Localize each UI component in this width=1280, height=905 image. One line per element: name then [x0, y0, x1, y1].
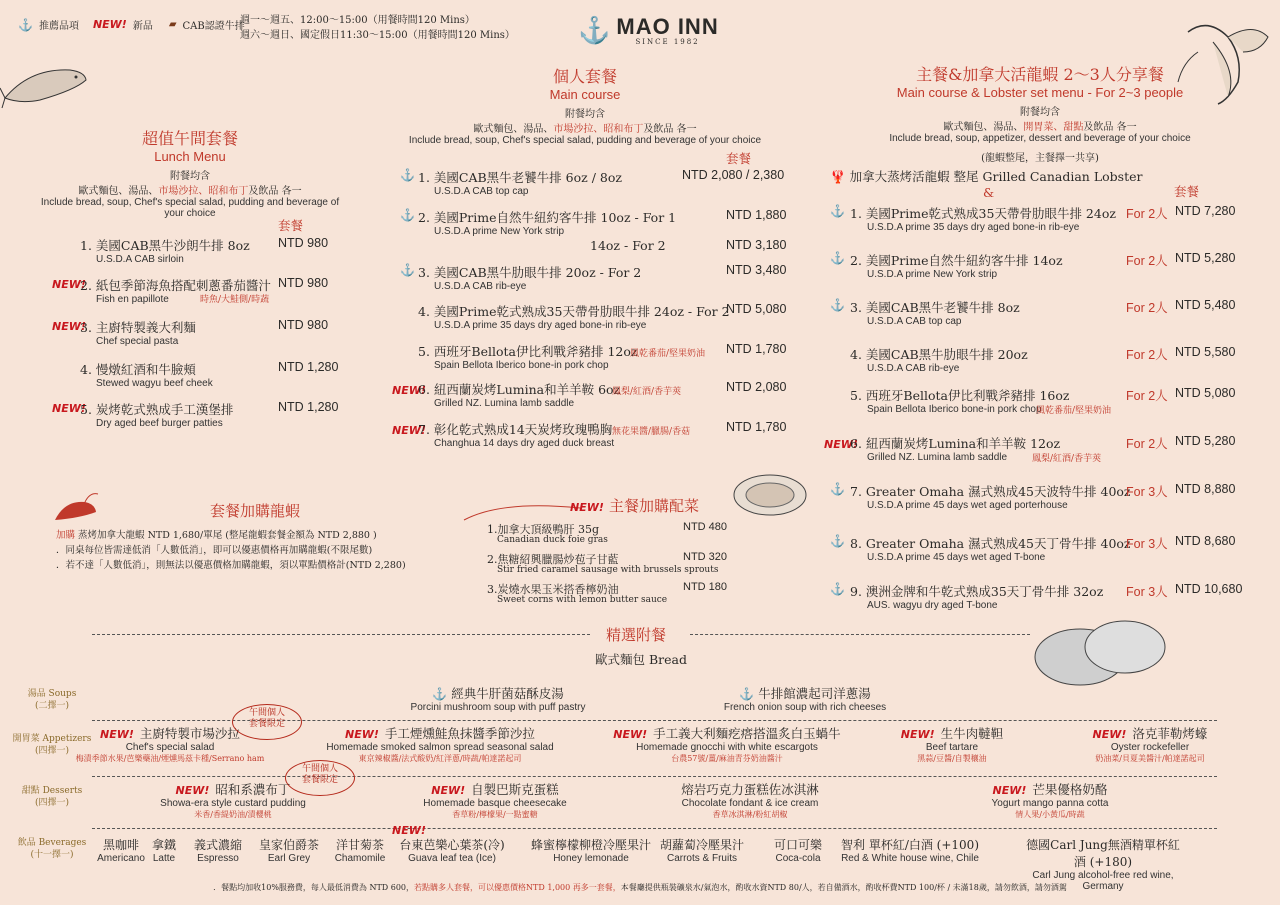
menu-item-for: For 3人 [1126, 585, 1168, 599]
beverage-name: 蜂蜜檸檬柳橙冷壓果汁 [530, 838, 651, 852]
side-addon-title: 主餐加購配菜 [608, 497, 699, 515]
menu-item-price: NTD 5,580 [1175, 345, 1236, 359]
menu-item-name: 1. 美國CAB黑牛沙朗牛排 8oz [80, 238, 250, 253]
appetizers-item-note: 黑蒜/豆醬/自製穰油 [917, 754, 987, 763]
menu-item-name: 7. Greater Omaha 濕式熟成45天波特牛排 40oz [850, 484, 1131, 499]
menu-item-price: NTD 1,280 [278, 360, 339, 374]
new-badge: NEW! [613, 728, 648, 741]
menu-item-name: 2. 美國Prime自然牛紐約客牛排 10oz - For 1 [418, 210, 677, 225]
hours-weekday: 週一～週五、12:00～15:00（用餐時間120 Mins） [240, 15, 475, 26]
menu-item-en: U.S.D.A CAB top cap [434, 186, 529, 197]
appetizers-item-en: Homemade smoked salmon spread seasonal salad [326, 742, 554, 753]
lobster-addon-title: 套餐加購龍蝦 [210, 502, 301, 520]
lunch-limited-stamp-dessert [285, 760, 355, 796]
desserts-label-text: 甜點 Desserts [21, 786, 83, 796]
side-item-en: Sweet corns with lemon butter sauce [497, 595, 668, 605]
appetizers-item-en: Homemade gnocchi with white escargots [636, 742, 818, 753]
bread-line: 歐式麵包 Bread [595, 652, 687, 667]
recommended-anchor-icon: ⚓ [400, 208, 415, 222]
new-badge: NEW! [992, 784, 1027, 797]
soups-label [12, 688, 92, 712]
fish-illustration [0, 58, 90, 113]
beverage-name: 可口可樂 [773, 838, 822, 852]
beverage-name: 義式濃縮 [193, 838, 242, 852]
sharing-includes-c: 及飲品 各一 [1083, 122, 1137, 133]
new-badge: NEW! [824, 438, 858, 451]
side-new-badge: NEW! [570, 501, 604, 514]
personal-includes-label: 附餐均含 [565, 109, 605, 120]
new-badge: NEW! [52, 320, 86, 333]
desserts-pick: (四擇一) [34, 798, 70, 808]
appetizers-item-name: 生牛肉韃靼 [940, 726, 1004, 741]
menu-item-price: NTD 7,280 [1175, 204, 1236, 218]
footer-a: ．餐點均加收10%服務費，每人最低消費為 NTD 600， [213, 883, 415, 892]
appetizers-item-note: 梅漬季節水果/芭樂藥油/煙燻馬茲卡種/Serrano ham [75, 754, 265, 763]
menu-item-price: NTD 1,280 [278, 400, 339, 414]
beverages-label-text: 飲品 Beverages [17, 838, 87, 848]
brand-since: SINCE 1982 [635, 38, 700, 46]
recommended-anchor-icon: ⚓ [830, 482, 845, 496]
menu-item-price: NTD 2,080 / 2,380 [682, 168, 785, 182]
sharing-includes-en: Include bread, soup, appetizer, dessert and beverage of your choice [889, 133, 1191, 144]
appetizers-item-note: 奶油菜/貝夏美醬汁/帕達諾起司 [1095, 754, 1205, 763]
desserts-item-note: 香草粉/檸檬果/一點蜜糖 [452, 810, 538, 819]
row-divider-3 [92, 828, 1217, 829]
menu-item-en: Spain Bellota Iberico bone-in pork chop [867, 404, 1042, 415]
desserts-item-en: Chocolate fondant & ice cream [681, 798, 819, 809]
soups-item [675, 684, 935, 713]
beverage-name: 皇家伯爵茶 [258, 838, 319, 852]
menu-item-for: For 2人 [1126, 389, 1168, 403]
menu-item-price: NTD 1,780 [726, 342, 787, 356]
recommended-anchor-icon: ⚓ [830, 298, 845, 312]
sharing-includes-label: 附餐均含 [1020, 107, 1060, 118]
menu-item-name: 4. 慢燉紅酒和牛臉頰 [80, 362, 196, 377]
menu-item-name: 5. 西班牙Bellota伊比利戰斧豬排 16oz [850, 388, 1070, 403]
clam-illustration [1030, 612, 1170, 692]
appetizers-item-line [1020, 724, 1280, 742]
menu-item-price: NTD 1,880 [726, 208, 787, 222]
menu-item-price: NTD 1,780 [726, 420, 787, 434]
beverage-en: Espresso [197, 853, 239, 864]
menu-item-note: 無花果醬/臘腸/香菇 [612, 427, 691, 437]
menu-item-name: 4. 美國CAB黑牛肋眼牛排 20oz [850, 347, 1028, 362]
soups-item-en: Porcini mushroom soup with puff pastry [410, 702, 586, 713]
menu-item-name: 9. 澳洲金牌和牛乾式熟成35天丁骨牛排 32oz [850, 584, 1104, 599]
menu-item-price: NTD 5,280 [1175, 251, 1236, 265]
lunch-includes-a: 歐式麵包、湯品、 [78, 186, 159, 197]
personal-title-en: Main course [549, 87, 621, 102]
beverage-name: 拿鐵 [151, 838, 176, 852]
new-badge: NEW! [1092, 728, 1127, 741]
new-badge: NEW! [345, 728, 379, 741]
sharing-set-label: 套餐 [1174, 184, 1200, 199]
menu-item-name: 1. 美國Prime乾式熟成35天帶骨肋眼牛排 24oz [850, 206, 1116, 221]
beverage-name: 台東芭樂心葉茶(冷) [399, 838, 505, 852]
sharing-includes-a: 歐式麵包、湯品、 [943, 122, 1024, 133]
menu-item-en: U.S.D.A CAB rib-eye [434, 281, 527, 292]
footer-c: 本餐廳提供瓶裝礦泉水/氣泡水，酌收水資NTD 80/人，若自備酒水，酌收杯費NTD 100/杯 / 未滿18歲，請勿飲酒，請勿酒駕 [620, 883, 1067, 892]
menu-item-en: Dry aged beef burger patties [96, 418, 223, 429]
footer-note [0, 882, 1280, 893]
side-item-price: NTD 320 [683, 551, 728, 563]
desserts-item-line [365, 780, 625, 798]
new-badge: NEW! [431, 784, 466, 797]
menu-item-name: 4. 美國Prime乾式熟成35天帶骨肋眼牛排 24oz - For 2 [418, 304, 730, 319]
menu-item-en: Grilled NZ. Lumina lamb saddle [867, 452, 1008, 463]
appetizers-item-name: 手工煙燻鮭魚抹醬季節沙拉 [384, 726, 535, 741]
new-badge: NEW! [392, 384, 426, 397]
menu-item-name: 1. 美國CAB黑牛老饕牛排 6oz / 8oz [418, 170, 622, 185]
lunch-includes-b: 市場沙拉、昭和布丁 [158, 186, 249, 197]
recommended-anchor-icon: ⚓ [830, 251, 845, 265]
lobster-addon-line1 [56, 528, 406, 543]
appetizers-item-name: 手工義大利麵疙瘩搭溫炙白玉蝸牛 [653, 726, 841, 741]
legend-recommended: 推薦品項 [38, 21, 79, 32]
new-badge: NEW! [392, 824, 426, 837]
soups-pick: (二擇一) [34, 701, 70, 711]
lunch-title-en: Lunch Menu [154, 149, 226, 164]
menu-item-for: For 3人 [1126, 537, 1168, 551]
side-item-name: 2.焦糖紹興臘腸炒苞子甘藍 [487, 553, 619, 566]
menu-item-en: Fish en papillote [96, 294, 169, 305]
side-item-name: 1.加拿大頂級鴨肝 35g [487, 523, 600, 536]
beverage-name: 智利 單杯紅/白酒 (+100) [841, 838, 979, 852]
legend [18, 17, 245, 32]
sharing-lobster-note: (龍蝦整尾，主餐擇一共享) [981, 153, 1099, 164]
beverage-en: Guava leaf tea (Ice) [408, 853, 496, 864]
hours-weekend: 週六～週日、國定假日11:30～15:00（用餐時間120 Mins） [240, 30, 515, 41]
new-badge: NEW! [52, 402, 86, 415]
menu-item-for: For 2人 [1126, 437, 1168, 451]
menu-item-name: 8. Greater Omaha 濕式熟成45天丁骨牛排 40oz [850, 536, 1131, 551]
small-lobster-icon [50, 490, 100, 526]
side-item-name: 3.炭燒水果玉米搭香檸奶油 [487, 583, 619, 596]
personal-includes-b: 市場沙拉、昭和布丁 [553, 124, 644, 135]
soups-item-line [675, 684, 935, 702]
lobster-addon-line2: ．同桌每位皆需達低消「人數低消」，即可以優惠價格再加購龍蝦(不限尾數) [56, 545, 373, 556]
menu-item-for: For 2人 [1126, 301, 1168, 315]
menu-item-name: 5. 西班牙Bellota伊比利戰斧豬排 12oz [418, 344, 638, 359]
lunch-includes-en: Include bread, soup, Chef's special salad, pudding and beverage of your choice [40, 197, 340, 219]
recommended-anchor-icon: ⚓ [400, 263, 415, 277]
menu-item-for: For 2人 [1126, 254, 1168, 268]
beverage-item [830, 836, 990, 864]
desserts-item [620, 780, 880, 820]
menu-item-en: U.S.D.A prime 35 days dry aged bone-in rib-eye [434, 320, 647, 331]
menu-item-name: 2. 美國Prime自然牛紐約客牛排 14oz [850, 253, 1063, 268]
menu-item-price: NTD 980 [278, 236, 329, 250]
menu-item-en: U.S.D.A prime New York strip [867, 269, 998, 280]
menu-item-note: 鳳梨/紅酒/香芋莢 [612, 387, 682, 397]
footer-b: 若點購多人套餐，可以優惠價格NTD 1,000 再多一套餐， [414, 883, 621, 892]
menu-item-en: Grilled NZ. Lumina lamb saddle [434, 398, 575, 409]
stamp-a-line2: 套餐限定 [248, 719, 285, 729]
beverages-pick: (十一擇一) [30, 850, 74, 860]
desserts-item-name: 熔岩巧克力蛋糕佐冰淇淋 [681, 782, 819, 797]
lunch-title: 超值午間套餐 [141, 129, 238, 148]
recommended-anchor-icon: ⚓ [739, 687, 755, 701]
anchor-icon: ⚓ [18, 17, 33, 32]
menu-item-name: 5. 炭烤乾式熟成手工漢堡排 [80, 402, 234, 417]
row-divider-2 [92, 776, 1217, 777]
oyster-illustration [730, 470, 810, 520]
desserts-item-note: 情人果/小黃瓜/時蔬 [1015, 810, 1085, 819]
personal-includes-c: 及飲品 各一 [643, 124, 697, 135]
menu-item-en: Stewed wagyu beef cheek [96, 378, 213, 389]
legend-cab: CAB認證牛排 [182, 21, 245, 32]
side-item-en: Stir fried caramel sausage with brussels sprouts [497, 565, 719, 575]
desserts-label [12, 785, 92, 809]
new-badge: NEW! [900, 728, 935, 741]
personal-title: 個人套餐 [552, 67, 617, 86]
side-item-price: NTD 180 [683, 581, 728, 593]
desserts-item-line [620, 780, 880, 798]
new-badge: NEW! [92, 18, 127, 31]
divider-right [690, 634, 1030, 635]
desserts-item-en: Yogurt mango panna cotta [991, 798, 1109, 809]
lunch-includes-c: 及飲品 各一 [248, 186, 302, 197]
menu-item-name: 6. 紐西蘭炭烤Lumina和羊羊鞍 12oz [850, 436, 1061, 451]
desserts-item-note: 香草冰淇淋/粉紅胡椒 [712, 810, 788, 819]
sharing-lobster-text: 加拿大蒸烤活龍蝦 整尾 Grilled Canadian Lobster [849, 169, 1143, 184]
logo-anchor-icon: ⚓ [578, 16, 611, 46]
soups-item-en: French onion soup with rich cheeses [723, 702, 887, 713]
personal-includes-en: Include bread, soup, Chef's special salad, pudding and beverage of your choice [408, 135, 762, 146]
menu-item-note: 風乾番茄/堅果奶油 [630, 349, 706, 359]
menu-item-en: Spain Bellota Iberico bone-in pork chop [434, 360, 609, 371]
brand-name: MAO INN [616, 14, 719, 39]
desserts-item-en: Showa-era style custard pudding [160, 798, 306, 809]
desserts-item-name: 芒果優格奶酪 [1032, 782, 1108, 797]
desserts-item [365, 780, 625, 820]
menu-item-en: U.S.D.A CAB rib-eye [867, 363, 960, 374]
appetizers-item-line [597, 724, 857, 742]
lobster-addon [56, 528, 406, 573]
sharing-title-en: Main course & Lobster set menu - For 2~3 people [896, 85, 1184, 100]
sharing-title: 主餐&加拿大活龍蝦 2～3人分享餐 [916, 65, 1164, 84]
stamp-b-line2: 套餐限定 [301, 775, 338, 785]
menu-item-name: 2. 紙包季節海魚搭配刺蔥番茄醬汁 [80, 278, 271, 293]
appetizers-label-text: 開胃菜 Appetizers [12, 734, 92, 744]
personal-set-label: 套餐 [726, 151, 752, 166]
appetizers-item-en: Beef tartare [925, 742, 979, 753]
beverage-name: 德國Carl Jung無酒精單杯紅酒 (+180) [1026, 838, 1180, 869]
beverage-en: Coca-cola [775, 853, 821, 864]
beverage-name: 胡蘿蔔冷壓果汁 [659, 838, 744, 852]
stamp-a-line1: 午間個人 [248, 708, 285, 718]
appetizers-item [310, 724, 570, 764]
new-badge: NEW! [392, 424, 426, 437]
sharing-section [880, 62, 1200, 164]
beverage-en: Americano [97, 853, 145, 864]
menu-item-en: U.S.D.A CAB top cap [867, 316, 962, 327]
soups-item-name: 牛排館濃起司洋蔥湯 [758, 686, 871, 701]
soups-item [368, 684, 628, 713]
menu-item-name: 7. 彰化乾式熟成14天炭烤玫瑰鴨胸 [418, 422, 613, 437]
menu-item-en: Changhua 14 days dry aged duck breast [434, 438, 615, 449]
menu-item-price: NTD 3,480 [726, 263, 787, 277]
personal-includes [405, 120, 765, 135]
menu-item-en: U.S.D.A prime 45 days wet aged porterhouse [867, 500, 1068, 511]
beverage-en: Carrots & Fruits [666, 853, 737, 864]
menu-item-en: AUS. wagyu dry aged T-bone [867, 600, 998, 611]
beverage-name: 黑咖啡 [102, 838, 139, 852]
recommended-anchor-icon: ⚓ [830, 582, 845, 596]
menu-item-price: NTD 2,080 [726, 380, 787, 394]
lobster-addon-line3: ．若不達「人數低消」，則無法以優惠價格加購龍蝦，須以單點價格計(NTD 2,280) [56, 560, 406, 571]
menu-item-note: 時魚/大鮭側/時蔬 [200, 295, 270, 305]
sharing-amp: & [983, 185, 995, 200]
lobster-addon-plus: 加購 [56, 530, 76, 541]
menu-item-en: U.S.D.A prime New York strip [434, 226, 565, 237]
menu-item-price: NTD 5,280 [1175, 434, 1236, 448]
menu-item-name: 6. 紐西蘭炭烤Lumina和羊羊鞍 6oz [418, 382, 621, 397]
desserts-item-name: 自製巴斯克蛋糕 [471, 782, 559, 797]
menu-item-name: 3. 美國CAB黑牛肋眼牛排 20oz - For 2 [418, 265, 642, 280]
menu-item-price: NTD 980 [278, 318, 329, 332]
desserts-item-en: Homemade basque cheesecake [423, 798, 567, 809]
side-addon-heading [570, 495, 699, 516]
lunch-limited-stamp-appetizer [232, 704, 302, 740]
soups-item-line [368, 684, 628, 702]
appetizers-item-line [310, 724, 570, 742]
menu-item-price: NTD 10,680 [1175, 582, 1243, 596]
menu-item-price: NTD 3,180 [726, 238, 787, 252]
appetizers-item-en: Oyster rockefeller [1110, 742, 1190, 753]
menu-item-price: NTD 980 [278, 276, 329, 290]
menu-item-for: For 2人 [1126, 348, 1168, 362]
hours [240, 13, 515, 43]
lunch-includes [30, 182, 350, 197]
lobster-icon: 🦞 [830, 169, 846, 184]
side-item-price: NTD 480 [683, 521, 728, 533]
divider-left [92, 634, 590, 635]
appetizers-item-name: 洛克菲勒烤蠔 [1132, 726, 1208, 741]
menu-item-price: NTD 5,480 [1175, 298, 1236, 312]
appetizers-item [1020, 724, 1280, 764]
beverage-en: Carl Jung alcohol-free red wine, Germany [1032, 870, 1174, 892]
beverage-en: Chamomile [334, 853, 386, 864]
beverage-en: Latte [152, 853, 176, 864]
menu-item-name: 3. 主廚特製義大利麵 [80, 320, 196, 335]
recommended-anchor-icon: ⚓ [432, 687, 448, 701]
steak-icon: ▰ [168, 19, 177, 30]
beverage-name: 洋甘菊茶 [335, 838, 384, 852]
lunch-set-label: 套餐 [278, 218, 304, 233]
recommended-anchor-icon: ⚓ [830, 534, 845, 548]
personal-section [405, 64, 765, 146]
appetizers-pick: (四擇一) [34, 746, 70, 756]
desserts-item-line [920, 780, 1180, 798]
menu-item-note: 鳳梨/紅酒/香芋莢 [1032, 454, 1102, 464]
soups-item-name: 經典牛肝菌菇酥皮湯 [451, 686, 564, 701]
stamp-b-line1: 午間個人 [301, 764, 338, 774]
soups-label-text: 湯品 Soups [27, 689, 77, 699]
lunch-section [30, 126, 350, 219]
appetizers-item-en: Chef's special salad [125, 742, 215, 753]
side-item-en: Canadian duck foie gras [497, 535, 608, 545]
appetizers-item [597, 724, 857, 764]
menu-item-name: 14oz - For 2 [590, 238, 666, 253]
menu-item-name: 3. 美國CAB黑牛老饕牛排 8oz [850, 300, 1020, 315]
lobster-addon-price: 蒸烤加拿大龍蝦 NTD 1,680/單尾 (整尾龍蝦套餐金額為 NTD 2,880 ) [78, 530, 377, 541]
menu-item-price: NTD 5,080 [726, 302, 787, 316]
desserts-item-name: 昭和系濃布丁 [215, 782, 291, 797]
new-badge: NEW! [100, 728, 134, 741]
beverage-en: Earl Grey [267, 853, 311, 864]
menu-item-price: NTD 8,680 [1175, 534, 1236, 548]
new-badge: NEW! [52, 278, 86, 291]
menu-item-en: Chef special pasta [96, 336, 179, 347]
brand-logo [578, 16, 719, 46]
beverage-item [372, 836, 532, 864]
desserts-item [920, 780, 1180, 820]
menu-item-for: For 3人 [1126, 485, 1168, 499]
recommended-anchor-icon: ⚓ [830, 204, 845, 218]
personal-includes-a: 歐式麵包、湯品、 [473, 124, 554, 135]
menu-item-en: U.S.D.A CAB sirloin [96, 254, 184, 265]
recommended-anchor-icon: ⚓ [400, 168, 415, 182]
menu-item-for: For 2人 [1126, 207, 1168, 221]
appetizers-item-note: 台農57號/薑/麻油青芬奶油醬汁 [671, 754, 783, 763]
extras-title: 精選附餐 [606, 626, 667, 644]
sharing-lobster-line [830, 167, 1142, 185]
appetizers-item-name: 主廚特製市場沙拉 [139, 726, 240, 741]
appetizers-item-note: 東京辣椒醬/法式酸奶/紅洋蔥/時蔬/帕達諾起司 [358, 754, 522, 763]
menu-item-price: NTD 8,880 [1175, 482, 1236, 496]
menu-item-en: U.S.D.A prime 45 days wet aged T-bone [867, 552, 1046, 563]
desserts-item-note: 米香/香緹奶油/漬櫻桃 [194, 810, 272, 819]
menu-item-price: NTD 5,080 [1175, 386, 1236, 400]
menu-item-en: U.S.D.A prime 35 days dry aged bone-in rib-eye [867, 222, 1080, 233]
beverage-en: Red & White house wine, Chile [841, 853, 979, 864]
new-badge: NEW! [175, 784, 210, 797]
sharing-includes-b: 開胃菜、甜點 [1023, 122, 1084, 133]
lunch-includes-label: 附餐均含 [170, 171, 210, 182]
beverage-en: Honey lemonade [553, 853, 629, 864]
sharing-includes [880, 118, 1200, 133]
menu-item-note: 風乾番茄/堅果奶油 [1036, 406, 1112, 416]
legend-new: 新品 [132, 21, 153, 32]
